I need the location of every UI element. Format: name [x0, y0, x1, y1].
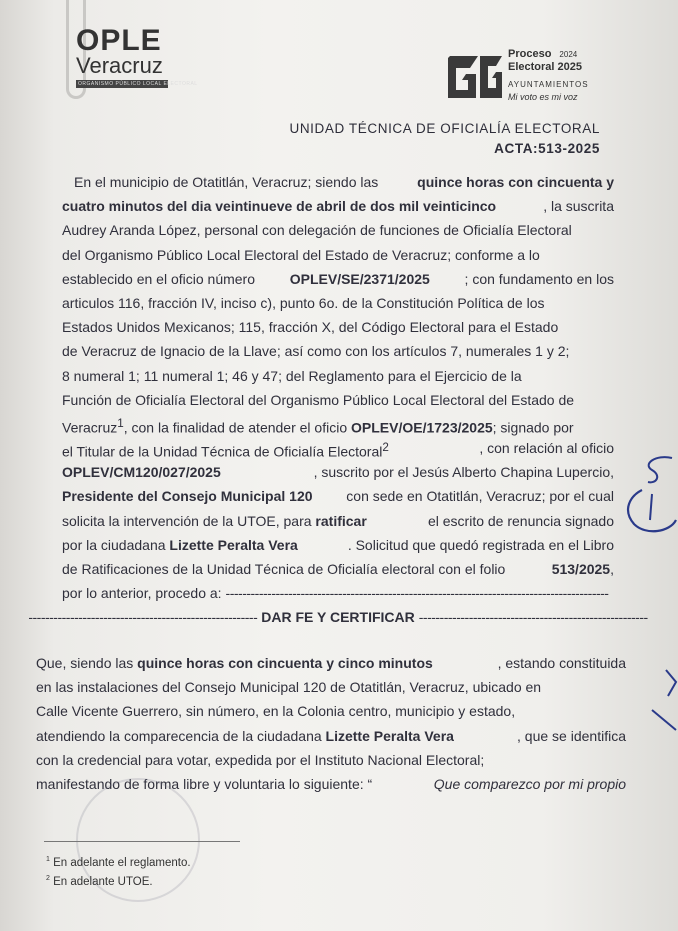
- footnote-ref-2: 2: [382, 441, 389, 455]
- text-line: Función de Oficialía Electoral del Organismo Público Local Electoral del Estado de: [62, 391, 575, 408]
- dar-fe-label: DAR FE Y CERTIFICAR: [261, 609, 415, 626]
- text-line: Presidente del Consejo Municipal 120 con sede en Otatitlán, Veracruz; por el cual: [62, 488, 614, 505]
- proceso-electoral-logo-icon: [444, 48, 504, 104]
- text-line: cuatro minutos del dia veintinueve de abril de dos mil veinticinco , la suscrita: [62, 198, 614, 215]
- text-line: por la ciudadana Lizette Peralta Vera . Solicitud que quedó registrada en el Libro: [62, 536, 614, 553]
- text-line: OPLEV/CM120/027/2025 , suscrito por el Jesús Alberto Chapina Lupercio,: [62, 464, 614, 481]
- text-line: Que, siendo las quince horas con cincuenta y cinco minutos , estando constituida: [36, 655, 626, 671]
- proceso-ayuntamientos: AYUNTAMIENTOS: [508, 80, 589, 89]
- paragraph-1: [28, 170, 648, 630]
- text-line: En el municipio de Otatitlán, Veracruz; siendo las quince horas con cincuenta y: [74, 174, 614, 190]
- proceso-title-2: Electoral 2025: [508, 61, 582, 73]
- footnotes: [46, 852, 191, 890]
- unit-title: UNIDAD TÉCNICA DE OFICIALÍA ELECTORAL: [289, 121, 600, 136]
- text-line: solicita la intervención de la UTOE, para ratificar el escrito de renuncia signado: [62, 512, 614, 529]
- text-line: el Titular de la Unidad Técnica de Oficialía Electoral$^2$ , con relación al oficio: [62, 440, 614, 460]
- text-line: Veracruz$^1$, con la finalidad de atender el oficio OPLEV/OE/1723/2025; signado por: [62, 416, 574, 436]
- footnote-1: $^1$ En adelante el reglamento.: [46, 856, 191, 869]
- footnote-2: $^2$ En adelante UTOE.: [46, 874, 153, 888]
- footnote-rule: [44, 841, 240, 842]
- ople-logo: [76, 24, 198, 88]
- text-line: en las instalaciones del Consejo Municipal 120 de Otatitlán, Veracruz, ubicado en: [36, 679, 542, 696]
- text-line: por lo anterior, procedo a: --------------------------------------------------------------------------------------------: [62, 581, 614, 605]
- proceso-electoral-text: [508, 48, 589, 104]
- text-line: del Organismo Público Local Electoral del Estado de Veracruz; conforme a lo: [62, 246, 540, 263]
- text-line: Calle Vicente Guerrero, sin número, en la Colonia centro, municipio y estado,: [36, 703, 516, 720]
- pen-mark-icon: [650, 708, 678, 732]
- text-line: de Veracruz de Ignacio de la Llave; así como con los artículos 7, numerales 1 y 2;: [62, 343, 570, 360]
- ople-logo-subtitle: ORGANISMO PÚBLICO LOCAL ELECTORAL: [78, 81, 198, 87]
- footnote-ref-1: 1: [117, 416, 124, 430]
- text-line: establecido en el oficio número OPLEV/SE/2371/2025 ; con fundamento en los: [62, 270, 614, 287]
- proceso-title: Proceso: [508, 48, 552, 60]
- acta-number: ACTA:513-2025: [494, 141, 600, 156]
- text-line: 8 numeral 1; 11 numeral 1; 46 y 47; del Reglamento para el Ejercicio de la: [62, 367, 522, 384]
- text-line: de Ratificaciones de la Unidad Técnica de Oficialía electoral con el folio 513/2025,: [62, 561, 614, 577]
- dash-filler: --------------------------------------------------------------------------------------------: [225, 585, 609, 602]
- pen-mark-icon: [664, 668, 678, 698]
- unit-heading: [289, 119, 600, 159]
- ople-logo-state: Veracruz: [76, 53, 163, 78]
- text-line: Audrey Aranda López, personal con delegación de funciones de Oficialía Electoral: [62, 222, 572, 239]
- text-line: con la credencial para votar, expedida por el Instituto Nacional Electoral;: [36, 751, 485, 768]
- dar-fe-heading: ------------------------------------------------------- DAR FE Y CERTIFICAR -------------------------------------------------------: [62, 605, 614, 629]
- text-line: Estados Unidos Mexicanos; 115, fracción X, del Código Electoral para el Estado: [62, 319, 559, 336]
- proceso-year-small: 2024: [559, 50, 578, 59]
- proceso-lema: Mi voto es mi voz: [508, 92, 578, 102]
- text-line: articulos 116, fracción IV, inciso c), punto 6o. de la Constitución Política de los: [62, 294, 545, 311]
- handwritten-signature-icon: [612, 450, 678, 540]
- text-line: manifestando de forma libre y voluntaria lo siguiente: “ Que comparezco por mi propio: [36, 775, 626, 792]
- text-line: atendiendo la comparecencia de la ciudadana Lizette Peralta Vera , que se identifica: [36, 727, 626, 744]
- paragraph-2: [36, 650, 626, 795]
- ople-logo-title: OPLE: [76, 24, 162, 57]
